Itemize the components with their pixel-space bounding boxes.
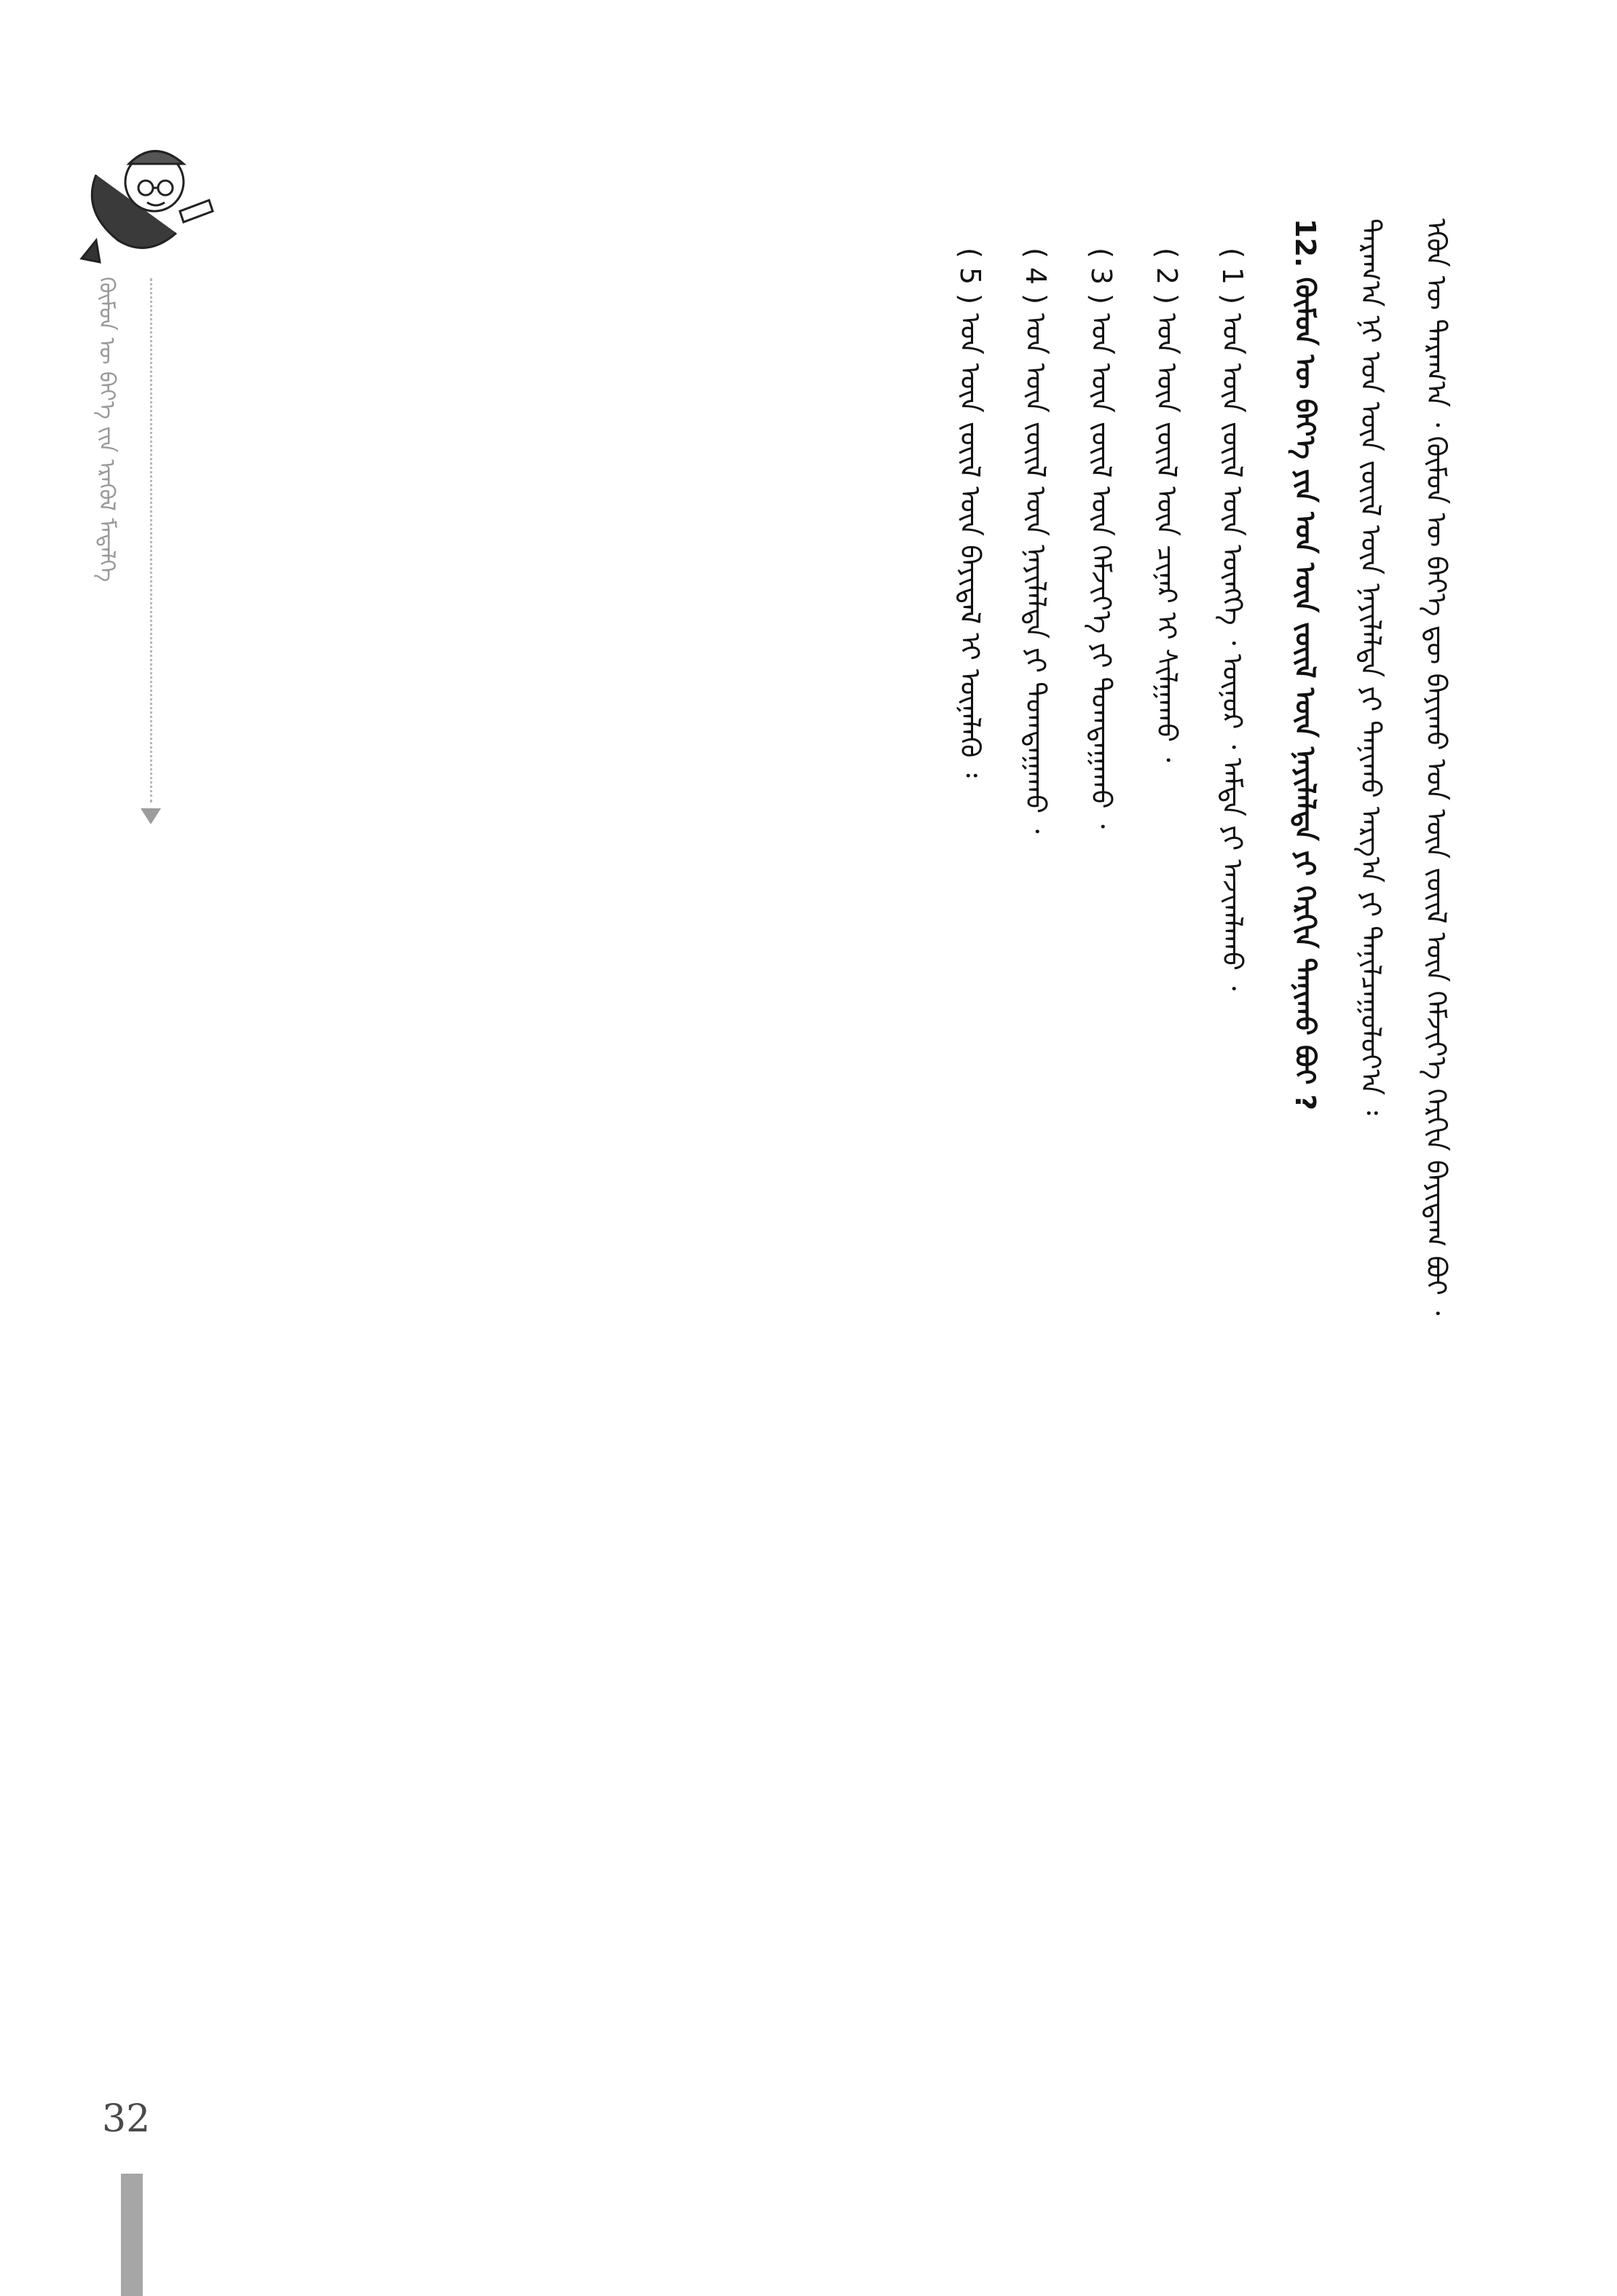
main-text-block [219,218,1471,2054]
question-number: 12. [1289,218,1321,268]
question-heading [1289,218,1320,1110]
list-item-5: ( 5 ) ᠡᠳ ᠦᠨ ᠵᠦᠢᠯ ᠦᠨ ᠪᠠᠶᠢᠳᠠᠯ ᠢ ᠦᠨᠡᠯᠡᠬᠦ ᠄ [953,248,986,778]
paragraph-intro-2: ᠳᠠᠷᠠᠭ᠎ᠠ ᠨᠢ ᠡᠳ ᠦᠨ ᠵᠦᠢᠯ ᠦᠨ ᠨᠡᠶᠢᠯᠡᠯᠲᠡ ᠶᠢ ᠲᠠᠨᠢᠬᠤ ᠠᠷᠭ᠎ᠠ ᠶᠢ ᠲᠠᠨᠢᠯᠴᠠᠭᠤᠯᠤᠶ᠎ᠠ ᠄ [1354,218,1387,1116]
page-edge-tab [121,2174,143,2296]
flying-boy-mascot-icon [67,131,220,269]
list-item-4: ( 4 ) ᠡᠳ ᠦᠨ ᠵᠦᠢᠯ ᠦᠨ ᠨᠡᠶᠢᠯᠡᠯᠲᠡ ᠶᠢ ᠲᠣᠭᠲᠠᠭᠠᠬᠤ ᠂ [1019,248,1052,834]
header-dotted-rule [150,278,152,802]
page-number: 32 [102,2097,151,2141]
running-header-title: ᠬᠦᠮᠦᠨ ᠦ ᠪᠡᠶ᠎ᠡ ᠵᠢᠨ ᠡᠷᠡᠭᠦᠯ ᠮᠡᠳᠡᠯᠭᠡ [94,277,119,583]
list-item-2: ( 2 ) ᠡᠳ ᠦᠨ ᠵᠦᠢᠯ ᠦᠨ ᠴᠢᠨᠠᠷ ᠢ ᠰᠢᠯᠭᠠᠬᠤ ᠂ [1150,248,1183,762]
list-item-3: ( 3 ) ᠡᠳ ᠦᠨ ᠵᠦᠢᠯ ᠦᠨ ᠬᠡᠮᠵᠢᠶ᠎ᠡ ᠶᠢ ᠲᠣᠭᠲᠠᠭᠠᠬᠤ ᠂ [1085,248,1117,829]
question-text: ᠬᠦᠮᠦᠨ ᠦ ᠪᠡᠶ᠎ᠡ ᠶᠢᠨ ᠡᠳ ᠦᠨ ᠵᠦᠢᠯ ᠦᠨ ᠨᠡᠶᠢᠯᠡᠯᠲᠡ ᠶᠢ ᠬᠡᠷᠬᠢᠨ ᠲᠠᠨᠢᠬᠤ ᠪᠤᠢ ? [1289,277,1321,1110]
triangle-down-icon [141,808,161,824]
paragraph-intro-1: ᠡᠭᠦᠨ ᠦ ᠳᠠᠷᠠᠭ᠎ᠠ ᠂ ᠬᠦᠮᠦᠨ ᠦ ᠪᠡᠶ᠎ᠡ ᠳᠦ ᠪᠠᠶᠢᠬᠤ ᠡᠳ ᠦᠨ ᠵᠦᠢᠯ ᠦᠨ ᠬᠡᠮᠵᠢᠶ᠎ᠡ ᠬᠡᠷᠬᠢᠨ ᠪᠠᠶᠢᠳᠠᠭ ᠪᠤᠢ ᠂ [1420,218,1452,1316]
list-item-1: ( 1 ) ᠡᠳ ᠦᠨ ᠵᠦᠢᠯ ᠦᠨ ᠦᠩᠭᠡ ᠂ ᠦᠨᠦᠷ ᠂ ᠠᠮᠲᠠ ᠶᠢ ᠠᠵᠢᠭᠯᠠᠬᠤ ᠂ [1216,248,1248,991]
